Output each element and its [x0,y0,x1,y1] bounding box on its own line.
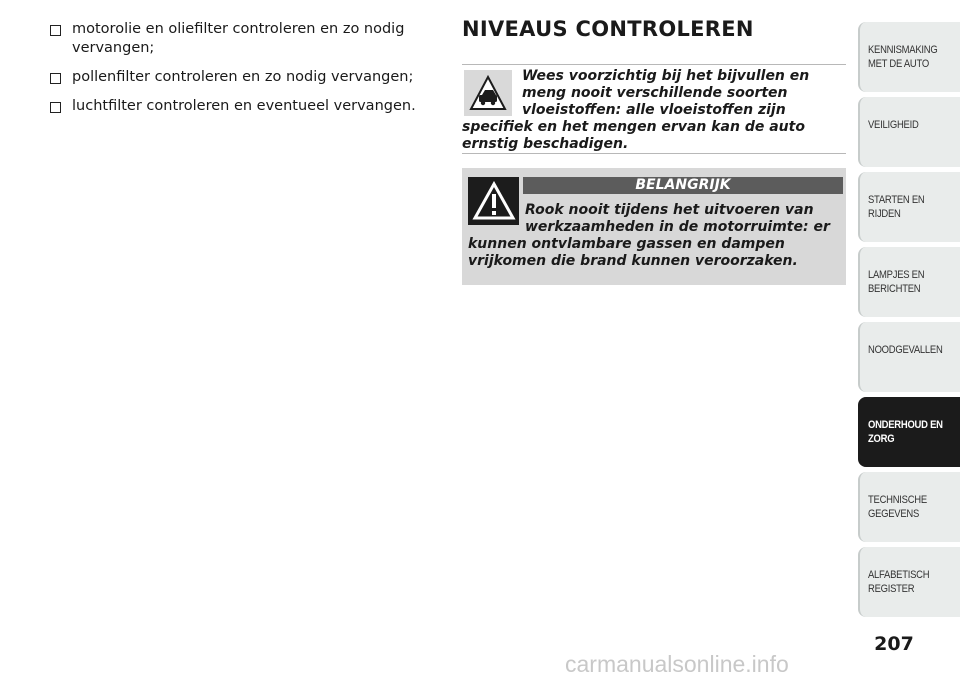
maintenance-bullet-list [50,20,420,126]
bullet-text: pollenfilter controleren en zo nodig vervangen; [72,69,414,85]
tab-label: ONDERHOUD EN ZORG [868,419,943,445]
important-label: BELANGRIJK [523,177,843,194]
tab-technische-gegevens[interactable] [858,472,960,542]
tab-label: TECHNISCHE GEGEVENS [868,494,927,520]
tab-label: LAMPJES EN BERICHTEN [868,269,925,295]
tab-label: ALFABETISCH REGISTER [868,569,930,595]
list-item [50,97,420,116]
tab-label: NOODGEVALLEN [868,344,943,356]
tab-alfabetisch-register[interactable] [858,547,960,617]
warning-triangle-icon [468,177,519,225]
car-warning-icon [464,70,512,116]
divider [462,64,846,65]
chapter-tabs [858,22,960,622]
bullet-text: motorolie en oliefilter controleren en zo nodig vervangen; [72,21,405,56]
tab-kennismaking[interactable] [858,22,960,92]
vehicle-warning-block [462,68,846,153]
important-notice [462,168,846,285]
divider [462,153,846,154]
list-item [50,68,420,87]
page-number: 207 [874,633,914,655]
tab-noodgevallen[interactable] [858,322,960,392]
tab-label: VEILIGHEID [868,119,919,131]
warning-text: Wees voorzichtig bij het bijvullen en meng nooit verschillende soorten vloeistoffen: alle vloeistoffen zijn specifiek en het mengen ervan kan de auto ernstig beschadigen. [462,68,810,152]
checkbox-bullet-icon [50,25,61,36]
bullet-text: luchtfilter controleren en eventueel vervangen. [72,98,416,114]
checkbox-bullet-icon [50,102,61,113]
watermark: carmanualsonline.info [565,651,789,677]
list-item [50,20,420,58]
tab-veiligheid[interactable] [858,97,960,167]
tab-label: STARTEN EN RIJDEN [868,194,925,220]
tab-starten-en-rijden[interactable] [858,172,960,242]
tab-onderhoud-en-zorg[interactable] [858,397,960,467]
tab-lampjes-en-berichten[interactable] [858,247,960,317]
tab-label: KENNISMAKING MET DE AUTO [868,44,938,70]
section-title: NIVEAUS CONTROLEREN [462,17,754,41]
checkbox-bullet-icon [50,73,61,84]
important-text: Rook nooit tijdens het uitvoeren van werkzaamheden in de motorruimte: er kunnen ontvlambare gassen en dampen vrijkomen die brand kunnen veroorzaken. [468,202,830,269]
